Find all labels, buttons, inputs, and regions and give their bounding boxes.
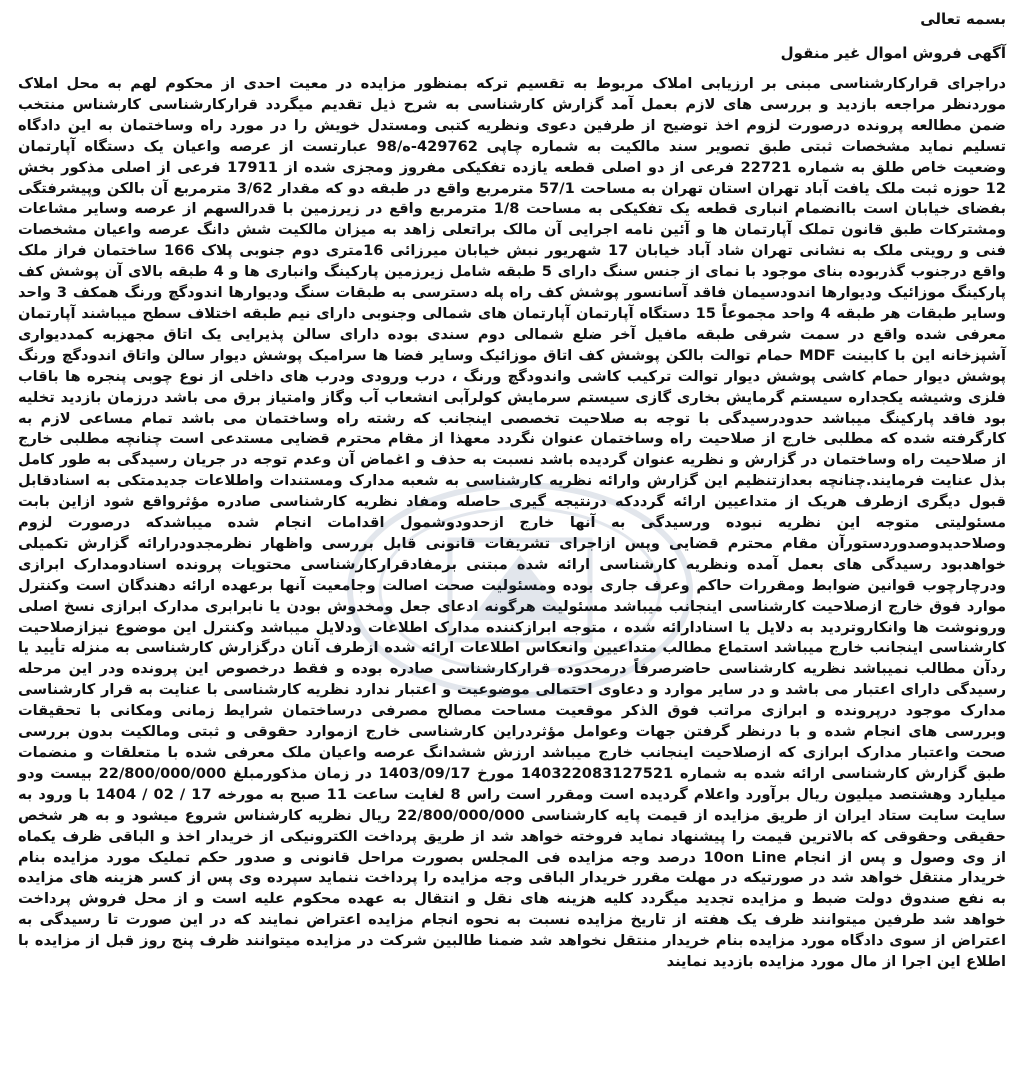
document-body: دراجرای قرارکارشناسی مبنی بر ارزیابی املاک مربوط به تقسیم ترکه بمنظور مزایده در معیت احدی از محکوم لهم به محل املاک موردنظر مراجعه بازدید و بررسی های لازم بعمل آمد گزارش کارشناسی به شرح ذیل تقدیم میگردد قرارکارشناسی کارشناس منتخب ضمن مطالعه پرونده درصورت لزوم اخذ توضیح از طرفین دعوی ونظریه کتبی ومستدل خویش را در مورد راه وساختمان به این دادگاه تسلیم نماید مشخصات ثبتی طبق تصویر سند مالکیت به شماره چاپی 429762-ه/98 عبارتست از عرصه واعیان یک دستگاه آپارتمان وضعیت خاص طلق به شماره 22721 فرعی از دو اصلی قطعه یازده تفکیکی مفروز ومجزی شده از 17911 فرعی از اصلی مذکور بخش 12 حوزه ثبت ملک یافت آباد تهران استان تهران به مساحت 57/1 مترمربع واقع در طبقه دو که مقدار 3/62 مترمربع آن بالکن وپیشرفتگی بفضای خیابان است باانضمام انباری قطعه یک تفکیکی به مساحت 1/8 مترمربع واقع در زیرزمین با قدرالسهم از عرصه وسایر مشاعات ومشترکات طبق قانون تملک آپارتمان ها و آئین نامه اجرایی آن مالک براتعلی زاهد به میزان مالکیت شش دانگ عرصه واعیان مشخصات فنی و رویتی ملک به نشانی تهران شاد آباد خیابان 17 شهریور نبش خیابان میرزائی 16متری دوم جنوبی پلاک 166 ساختمان فراز ملک واقع درجنوب گذربوده بنای موجود با نمای از جنس سنگ دارای 5 طبقه شامل زیرزمین پارکینگ وانباری ها و 4 طبقه بالای آن پوشش کف پارکینگ موزائیک ودیوارها اندودسیمان فاقد آسانسور پوشش کف راه پله دسترسی به طبقات سنگ ودیوارها اندودگچ ورنگ همکف 3 واحد وسایر طبقات هر طبقه 4 واحد مجموعاً 15 دستگاه آپارتمان آپارتمان های شمالی وجنوبی دارای نیم طبقه اختلاف سطح میباشند آپارتمان معرفی شده واقع در سمت شرقی طبقه مافیل آخر ضلع شمالی دوم سندی بوده دارای سالن پذیرایی یک اتاق مجهزبه کمددیواری آشپزخانه این با کابینت MDF حمام توالت بالکن پوشش کف اتاق موزائیک وسایر فضا ها سرامیک پوشش دیوار سالن واتاق اندودگچ ورنگ پوشش دیوار حمام کاشی پوشش دیوار توالت ترکیب کاشی واندودگچ ورنگ ، درب ورودی ودرب های داخلی از نوع چوبی پنجره ها باقاب فلزی وشیشه یکجداره سیستم گرمایش بخاری گازی سیستم سرمایش کولرآبی انشعاب آب وگاز وامتیاز برق می باشد درزمان بازدید تخلیه بود فاقد پارکینگ میباشد حدودرسیدگی با توجه به صلاحیت تخصصی اینجانب که رشته راه وساختمان می باشد تمام مساعی لازم به کارگرفته شده که مطلبی خارج از صلاحیت راه وساختمان عنوان نگردد معهذا از مقام محترم قضایی مستدعی است چنانچه مطلبی خارج از صلاحیت راه وساختمان در گزارش و نظریه عنوان گردیده باشد نسبت به حذف و اغماض آن وعدم توجه در جریان رسیدگی به طور کامل بذل عنایت فرمایند.چنانچه بعدازتنظیم این گزارش وارائه نظریه کارشناسی به شعبه مدارک ومستندات واطلاعات جدیدمتکی به اسنادقابل قبول دیگری ازطرف هریک از متداعیین ارائه گرددکه درنتیجه گیری حاصله ومفاد نظریه کارشناسی صادره مؤثرواقع شود ازاین بابت مسئولیتی متوجه این نظریه نبوده ورسیدگی به آنها خارج ازحدودوشمول اقدامات انجام شده میباشدکه درصورت لزوم وصلاحدیدوصدوردستورآن مقام محترم قضایی وپس ازاجرای تشریفات قانونی قابل بررسی واظهار نظرمجدودرارائه گزارش تکمیلی خواهدبود رسیدگی های بعمل آمده ونظریه کارشناسی ارائه شده مبتنی برمفادقرارکارشناسی محتویات پرونده اسنادومدارک ابرازی ودرچارچوب قوانین ضوابط ومقررات حاکم وعرف جاری بوده ومسئولیت صحت اصالت وجامعیت آنها برعهده ارائه دهندگان است وکنترل موارد فوق خارج ازصلاحیت کارشناسی اینجانب میباشد مسئولیت هرگونه ادعای جعل ومخدوش بودن یا نابرابری مدارک ابرازی نسخ اصلی ورونوشت ها وانکاروتردید به دلایل یا اسنادارائه شده ، متوجه ابرازکننده مدارک اطلاعات ودلایل میباشد وکنترل این موضوع نیزازصلاحیت کارشناسی اینجانب خارج میباشد استماع مطالب متداعیین وانعکاس اطلاعات ارائه شده ازطرف آنان درگزارش کارشناسی به منزله تأیید یا ردآن مطالب نمیباشد نظریه کارشناسی حاضرصرفاً درمحدوده قرارکارشناسی صادره بوده و فقط درخصوص این پرونده ودر این مرحله رسیدگی دارای اعتبار می باشد و در سایر موارد و دعاوی احتمالی موضوعیت و اعتبار ندارد نظریه کارشناسی با عنایت به قرار کارشناسی مدارک موجود درپرونده و ابرازی مراتب فوق الذکر موقعیت مساحت مصالح مصرفی درساختمان شرایط زمانی ومکانی با تحقیقات وبررسی های انجام شده و با درنظر گرفتن جهات وعوامل مؤثردراین کارشناسی خارج ازموارد حقوقی و ثبتی ومالکیت بدون بررسی صحت واعتبار مدارک ابرازی که ازصلاحیت اینجانب خارج میباشد ارزش ششدانگ عرصه واعیان ملک معرفی شده با متعلقات و منضمات طبق گزارش کارشناسی ارائه شده به شماره 140322083127521 مورخ 1403/09/17 در زمان مذکورمبلغ 22/800/000/000 بیست ودو میلیارد وهشتصد میلیون ریال برآورد واعلام گردیده است ومقرر است راس 8 لغایت ساعت 11 صبح به مورخه 17 / 02 / 1404 با ورود به سایت سایت ستاد ایران از طریق مزایده از قیمت پایه کارشناسی 22/800/000/000 ریال نظریه کارشناس شروع میشود و به هر شخص حقیقی وحقوقی که بالاترین قیمت را پیشنهاد نماید فروخته خواهد شد از طریق پرداخت الکترونیکی از خریدار اخذ و الباقی ظرف یکماه از وی وصول و پس از انجام 10on Line درصد وجه مزایده فی المجلس بصورت مراحل قانونی و صدور حکم تملیک مورد مزایده بنام خریدار منتقل خواهد شد در صورتیکه در مهلت مقرر خریدار الباقی وجه مزایده را پرداخت ننماید سپرده وی پس از کسر هزینه های مزایده به نفع صندوق دولت ضبط و مزایده تجدید میگردد کلیه هزینه های نقل و انتقال به عهده محکوم علیه است و از محل فروش پرداخت خواهد شد طرفین میتوانند ظرف یک هفته از تاریخ مزایده نسبت به نحوه انجام مزایده اعتراض نمایند که در این صورت تا رسیدگی به اعتراض از سوی دادگاه مورد مزایده بنام خریدار منتقل نخواهد شد ضمنا طالبین شرکت در مزایده میتوانند ظرف پنج روز قبل از مزایده با اطلاع این اجرا از مال مورد مزایده بازدید نمایند xyxy=(18,75,1006,971)
document-subtitle: آگهی فروش اموال غیر منقول xyxy=(780,44,1006,62)
document-title: بسمه تعالی xyxy=(920,10,1006,28)
